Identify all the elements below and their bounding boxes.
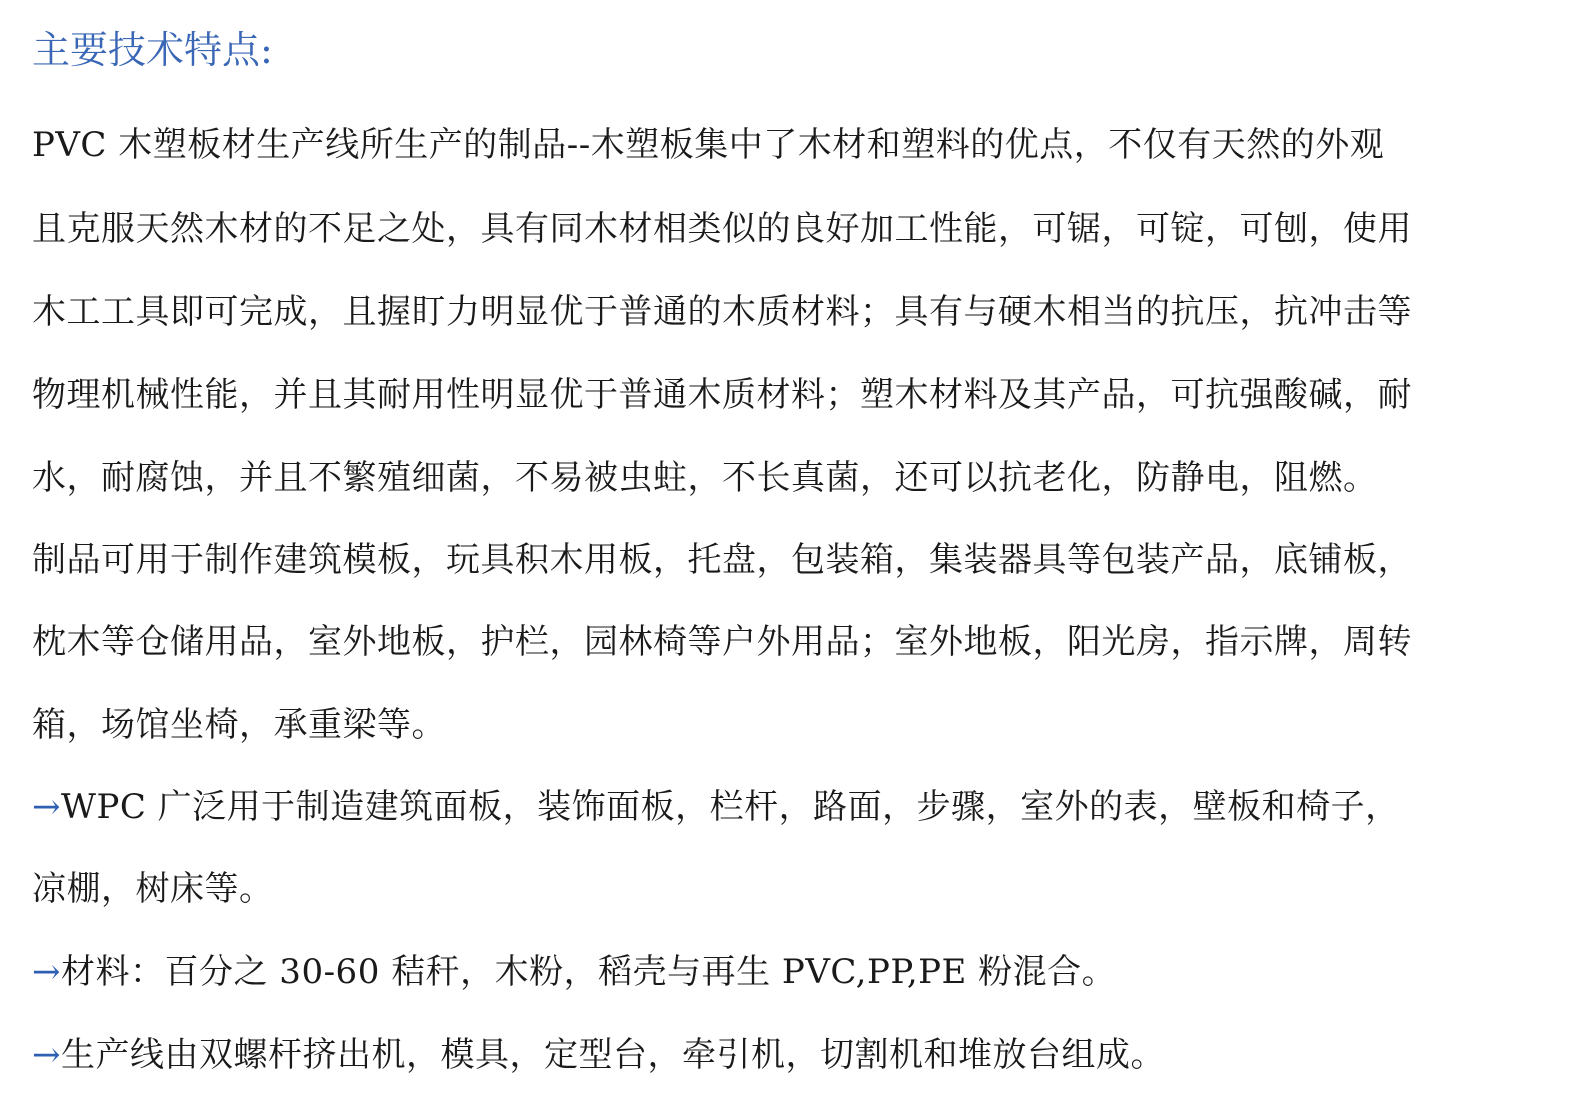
bullet-text: 材料：百分之 30-60 秸秆，木粉，稻壳与再生 PVC,PP,PE 粉混合。 [61,952,1117,992]
bullet-item-production-line [32,1030,1165,1080]
bullet-text: WPC 广泛用于制造建筑面板，装饰面板，栏杆，路面，步骤，室外的表，壁板和椅子， [61,787,1400,827]
bullet-text: 生产线由双螺杆挤出机，模具，定型台，牵引机，切割机和堆放台组成。 [61,1035,1165,1075]
paragraph-line: 木工工具即可完成，且握盯力明显优于普通的木质材料；具有与硬木相当的抗压，抗冲击等 [32,292,1412,332]
paragraph-line: 物理机械性能，并且其耐用性明显优于普通木质材料；塑木材料及其产品，可抗强酸碱，耐 [32,375,1412,415]
paragraph-line: 制品可用于制作建筑模板，玩具积木用板，托盘，包装箱，集装器具等包装产品，底铺板， [32,540,1412,580]
bullet-item-materials [32,947,1116,997]
paragraph-line: 枕木等仓储用品，室外地板，护栏，园林椅等户外用品；室外地板，阳光房，指示牌，周转 [32,622,1412,662]
paragraph-line: 箱，场馆坐椅，承重梁等。 [32,705,446,745]
arrow-icon: → [32,1035,61,1075]
arrow-icon: → [32,787,61,827]
bullet-continuation: 凉棚，树床等。 [32,869,274,909]
paragraph-line: 且克服天然木材的不足之处，具有同木材相类似的良好加工性能，可锯，可锭，可刨，使用 [32,209,1412,249]
bullet-item-wpc [32,782,1400,832]
arrow-icon: → [32,952,61,992]
section-heading: 主要技术特点: [32,28,273,72]
paragraph-line: PVC 木塑板材生产线所生产的制品--木塑板集中了木材和塑料的优点，不仅有天然的外观 [32,125,1385,165]
paragraph-line: 水，耐腐蚀，并且不繁殖细菌，不易被虫蛀，不长真菌，还可以抗老化，防静电，阻燃。 [32,458,1378,498]
